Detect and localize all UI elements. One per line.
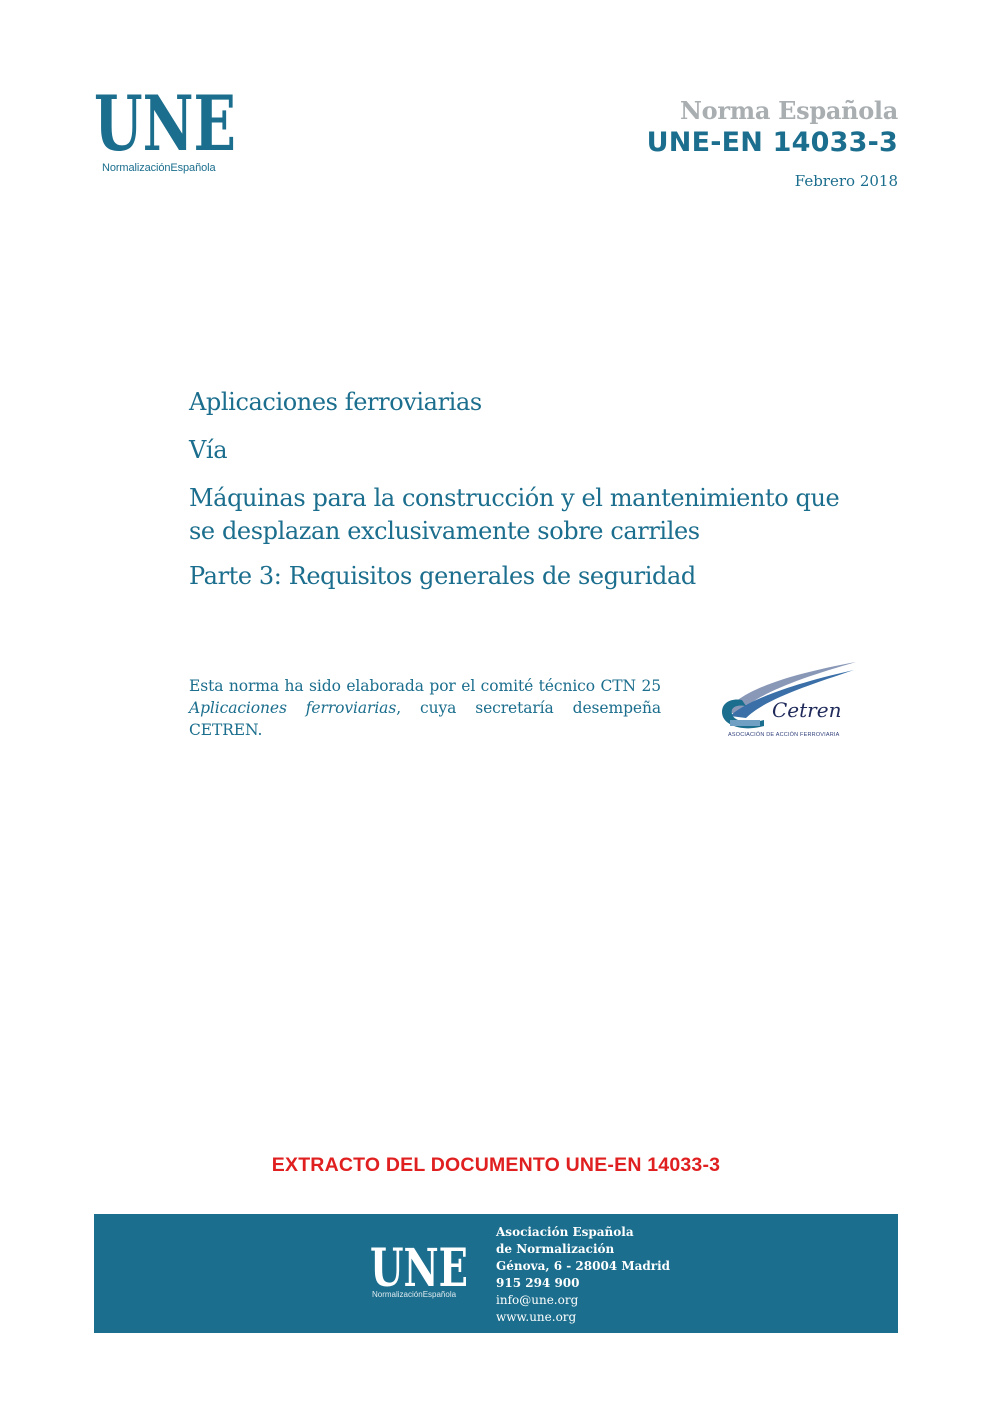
- une-logo-mark: [94, 92, 239, 158]
- title-line-3a: Máquinas para la construcción y el mantenimiento que: [189, 484, 840, 512]
- une-logo-text: UNE: [94, 92, 236, 158]
- cetren-subtitle: ASOCIACIÓN DE ACCIÓN FERROVIARIA: [728, 732, 840, 738]
- committee-text-1: Esta norma ha sido elaborada por el comité técnico CTN 25: [189, 677, 661, 695]
- committee-text-2: , cuya secretaría desempeña CETREN.: [189, 699, 661, 739]
- title-line-4: Parte 3: Requisitos generales de seguridad: [189, 562, 696, 590]
- document-header: [647, 96, 898, 192]
- footer-une-logo-mark: [370, 1244, 470, 1290]
- cetren-logo: [720, 660, 862, 744]
- title-line-3b: se desplazan exclusivamente sobre carriles: [189, 517, 700, 545]
- title-line-3: [189, 482, 909, 548]
- footer-une-tagline: [372, 1290, 456, 1299]
- footer-email-link[interactable]: info@une.org: [496, 1293, 579, 1307]
- footer-street-address: Génova, 6 - 28004 Madrid: [496, 1259, 671, 1273]
- une-logo-tagline-b: Española: [170, 162, 216, 174]
- footer-web-link[interactable]: www.une.org: [496, 1310, 577, 1324]
- footer-une-logo: [370, 1244, 480, 1324]
- committee-name-italic: Aplicaciones ferroviarias: [189, 699, 397, 717]
- footer-band: [94, 1214, 898, 1333]
- footer-une-logo-text: UNE: [370, 1244, 468, 1290]
- extract-notice: EXTRACTO DEL DOCUMENTO UNE-EN 14033-3: [271, 1154, 721, 1176]
- title-line-2: Vía: [189, 436, 228, 464]
- title-line-1: Aplicaciones ferroviarias: [189, 388, 482, 416]
- standard-code: UNE-EN 14033-3: [646, 127, 898, 158]
- cetren-wordmark: Cetren: [772, 698, 842, 722]
- footer-tagline-b: Española: [422, 1290, 457, 1299]
- footer-phone: 915 294 900: [496, 1276, 580, 1290]
- publication-date: Febrero 2018: [794, 172, 898, 190]
- une-logo-tagline-a: Normalización: [102, 162, 171, 174]
- committee-paragraph: [189, 675, 661, 741]
- footer-tagline-a: Normalización: [372, 1290, 423, 1299]
- title-block: [189, 386, 909, 608]
- norma-label: Norma Española: [680, 96, 898, 125]
- une-logo-tagline: [102, 162, 215, 174]
- footer-org-line-1: Asociación Española: [496, 1225, 634, 1239]
- footer-org-line-2: de Normalización: [496, 1242, 615, 1256]
- une-logo: [94, 92, 254, 182]
- footer-address: [496, 1224, 670, 1326]
